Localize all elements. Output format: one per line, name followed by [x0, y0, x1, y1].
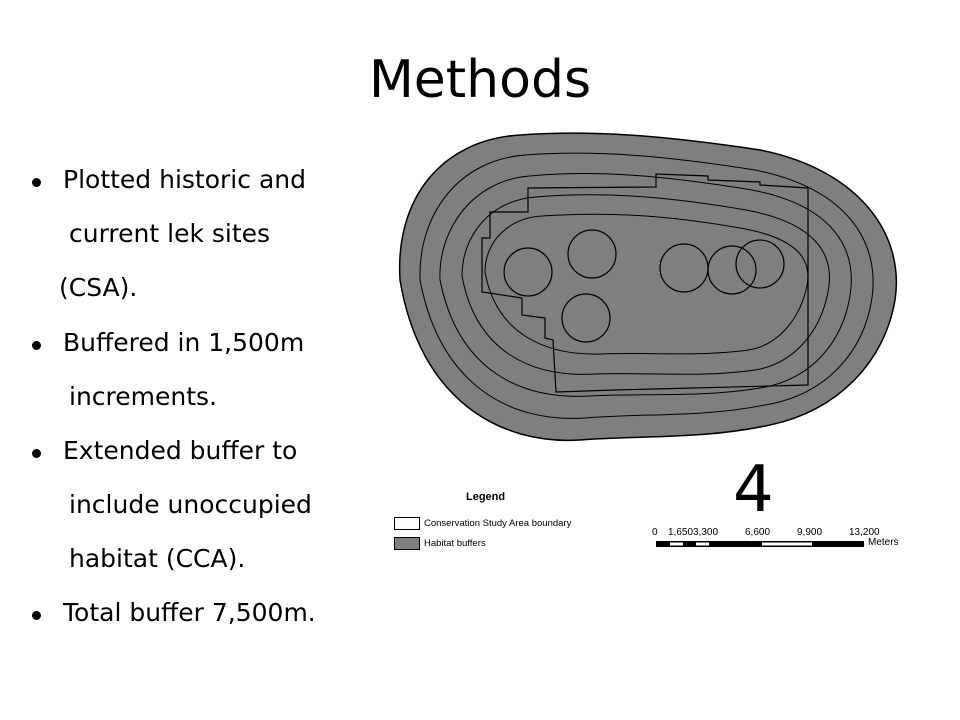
bullet-dot: [32, 611, 41, 620]
legend-label: Habitat buffers: [424, 538, 486, 550]
legend-swatch-gray: [394, 537, 420, 550]
scale-tick-label: 6,600: [745, 527, 771, 538]
north-arrow-icon: 4: [733, 453, 774, 527]
bullet-1-line-2: current lek sites: [69, 219, 271, 248]
bullet-1-line-1: Plotted historic and: [63, 165, 306, 194]
bullet-dot: [32, 178, 41, 187]
scale-tick-label: 13,200: [849, 527, 880, 538]
bullet-2-line-2: increments.: [69, 382, 217, 411]
bullet-dot: [32, 449, 41, 458]
buffer-map: [385, 115, 905, 455]
bullet-1-line-3: (CSA).: [59, 273, 138, 302]
bullet-dot: [32, 341, 41, 350]
legend-item-buffers: [394, 537, 486, 550]
legend-item-csa: [394, 517, 571, 530]
bullet-4-line-1: Total buffer 7,500m.: [63, 598, 316, 627]
bullet-3-line-2: include unoccupied: [69, 490, 312, 519]
scale-units: Meters: [868, 537, 899, 548]
habitat-buffers: [400, 133, 897, 440]
bullet-2-line-1: Buffered in 1,500m: [63, 328, 305, 357]
scale-tick-label: 9,900: [797, 527, 823, 538]
scale-bar: [650, 539, 870, 549]
page-title: Methods: [368, 50, 592, 110]
legend-label: Conservation Study Area boundary: [424, 518, 572, 530]
scale-tick-label: 0: [652, 527, 658, 538]
buffer-ring-outer: [400, 133, 897, 440]
bullet-3-line-1: Extended buffer to: [63, 436, 298, 465]
legend-title: Legend: [466, 491, 506, 503]
scale-tick-label: 1,650: [668, 527, 694, 538]
legend-swatch-white: [394, 517, 420, 530]
bullet-3-line-3: habitat (CCA).: [69, 544, 246, 573]
scale-tick-label: 3,300: [693, 527, 719, 538]
